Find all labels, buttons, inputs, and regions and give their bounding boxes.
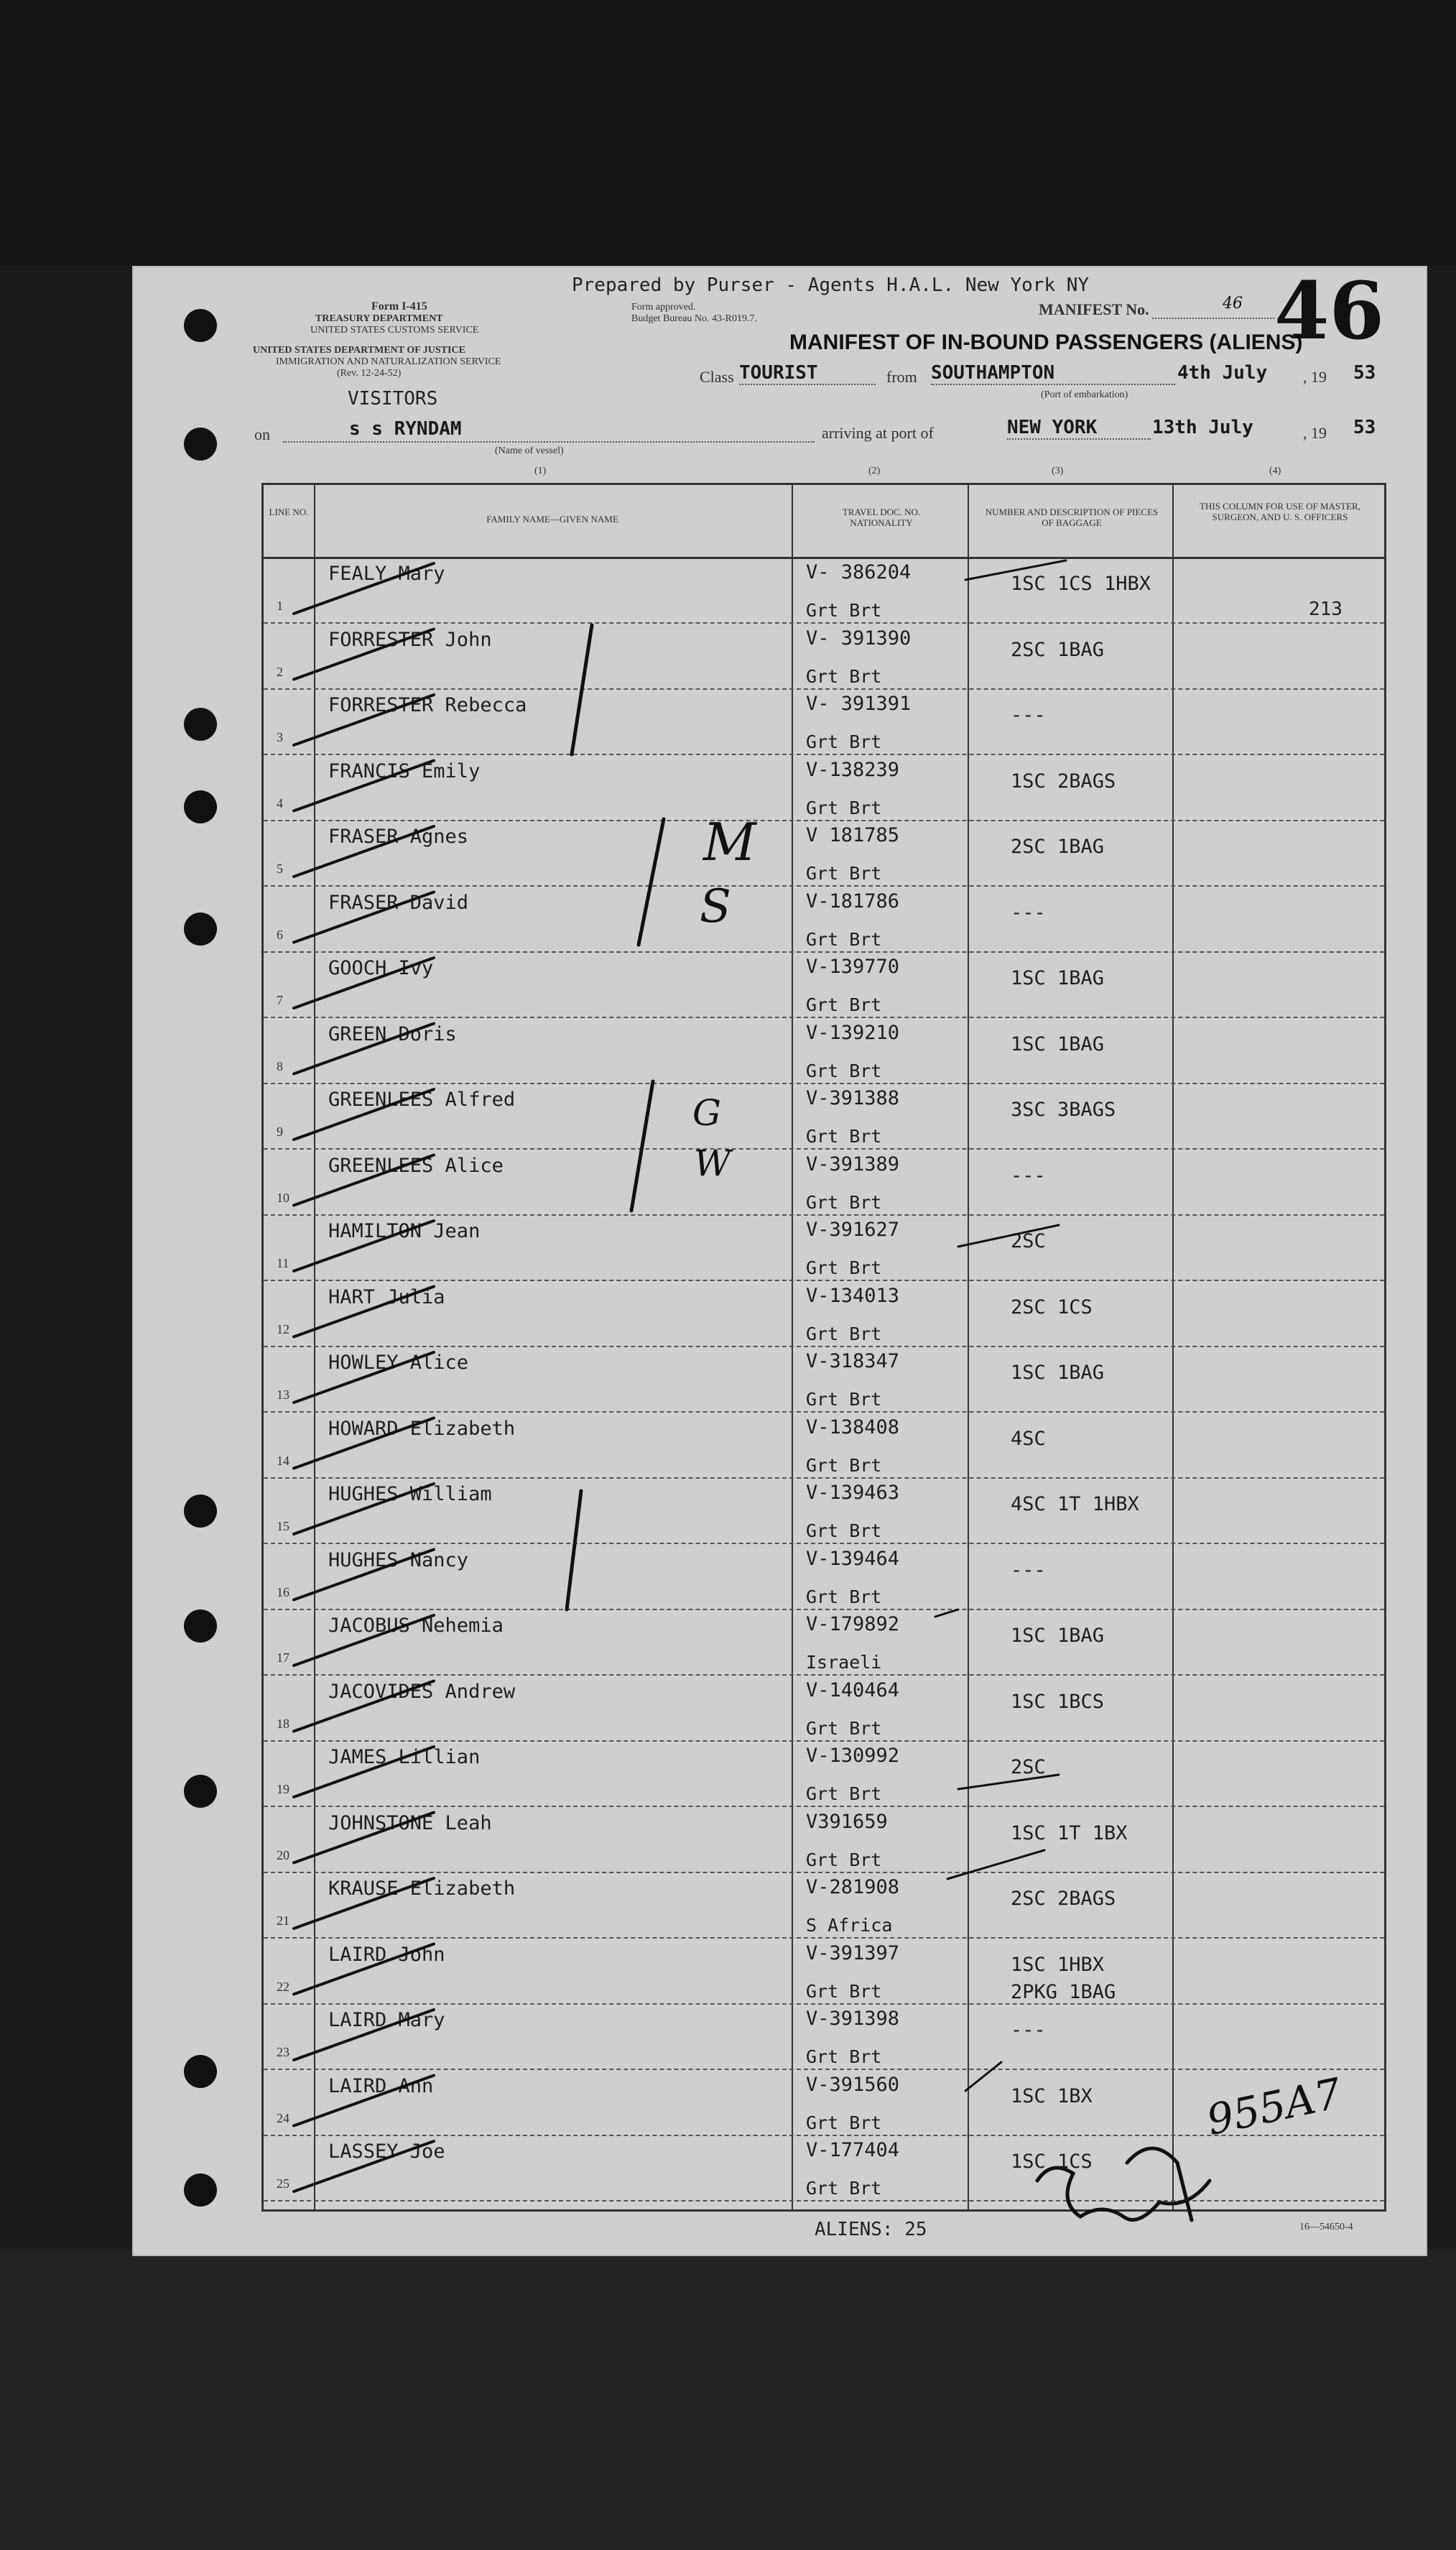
nationality: Grt Brt: [806, 863, 882, 884]
baggage: 1SC 1CS: [1011, 2151, 1093, 2173]
baggage: 2SC 1CS: [1011, 1295, 1093, 1318]
manifest-no-handwritten: 46: [1223, 295, 1243, 313]
line-number: 17: [277, 1650, 289, 1665]
nationality: S Africa: [806, 1915, 893, 1936]
scan-background-top: [0, 0, 1456, 266]
from-label: from: [886, 368, 917, 386]
nationality: Grt Brt: [806, 1783, 882, 1804]
aliens-count: ALIENS: 25: [815, 2219, 927, 2240]
nationality: Grt Brt: [806, 2046, 882, 2067]
passenger-name: LASSEY Joe: [328, 2140, 445, 2163]
class-value: TOURIST: [739, 362, 876, 385]
travel-doc-number: V-139210: [806, 1021, 900, 1044]
nationality: Grt Brt: [806, 1257, 882, 1278]
baggage: 1SC 1CS 1HBX: [1011, 573, 1151, 595]
travel-doc-number: V-179892: [806, 1613, 900, 1635]
port-of-embarkation: SOUTHAMPTON: [931, 362, 1175, 385]
check-slash: [294, 1221, 434, 1271]
port-embark-caption: (Port of embarkation): [1041, 389, 1128, 400]
customs-service: UNITED STATES CUSTOMS SERVICE: [310, 325, 479, 336]
travel-doc-number: V-391398: [806, 2008, 900, 2030]
travel-doc-number: V-139770: [806, 956, 900, 978]
form-approved: Form approved.: [631, 302, 696, 313]
baggage: 4SC: [1011, 1427, 1046, 1450]
baggage: 1SC 1BAG: [1011, 1362, 1105, 1384]
line-number: 22: [277, 1979, 289, 1994]
check-slash: [294, 1024, 434, 1074]
check-slash: [294, 2141, 434, 2191]
nationality: Grt Brt: [806, 1586, 882, 1607]
line-number: 6: [277, 927, 283, 942]
baggage-extra: 2PKG 1BAG: [1011, 1980, 1116, 2003]
line-number: 8: [277, 1058, 283, 1073]
travel-doc-number: V-138239: [806, 758, 900, 781]
check-slash: [294, 1747, 434, 1797]
passenger-name: FEALY Mary: [328, 563, 445, 585]
nationality: Grt Brt: [806, 1980, 882, 2002]
baggage: ---: [1011, 901, 1046, 924]
annotation-s: S: [700, 880, 731, 933]
header-baggage: NUMBER AND DESCRIPTION OF PIECES OF BAGGAGE: [985, 507, 1159, 528]
line-number: 20: [277, 1847, 289, 1862]
line-number: 16: [277, 1584, 289, 1599]
passenger-name: HUGHES Nancy: [328, 1548, 469, 1571]
travel-doc-number: V-139464: [806, 1547, 900, 1570]
line-number: 4: [277, 795, 283, 810]
travel-doc-number: V-391388: [806, 1087, 900, 1109]
handwritten-number: 955A7: [1202, 2069, 1346, 2145]
check-slash: [294, 1813, 434, 1863]
check-slash: [294, 761, 434, 811]
arrival-date: 13th July: [1152, 417, 1253, 438]
header-travel-doc: TRAVEL DOC. NO. NATIONALITY: [842, 507, 921, 528]
col-number-4: (4): [1269, 466, 1281, 476]
travel-doc-number: V-391397: [806, 1941, 900, 1964]
check-slash: [294, 563, 434, 614]
arrival-year: 53: [1353, 417, 1376, 438]
travel-doc-number: V- 386204: [806, 561, 912, 583]
baggage: 1SC 1BAG: [1011, 1625, 1105, 1647]
passenger-name: FRASER David: [328, 891, 469, 914]
ins: IMMIGRATION AND NATURALIZATION SERVICE: [276, 356, 501, 367]
year-prefix: , 19: [1303, 368, 1327, 386]
nationality: Israeli: [806, 1652, 882, 1673]
check-slash: [294, 1681, 434, 1732]
check-slash: [294, 1484, 434, 1534]
arrival-year-prefix: , 19: [1303, 424, 1327, 442]
line-number: 13: [277, 1387, 289, 1402]
annotation-m: M: [703, 812, 756, 872]
nationality: Grt Brt: [806, 797, 882, 818]
line-number: 15: [277, 1519, 289, 1533]
nationality: Grt Brt: [806, 1191, 882, 1213]
baggage: 1SC 1HBX: [1011, 1953, 1105, 1976]
passenger-name: JAMES Lillian: [328, 1746, 481, 1768]
line-number: 25: [277, 2176, 289, 2191]
nationality: Grt Brt: [806, 2178, 882, 2199]
baggage: 1SC 1BCS: [1011, 1690, 1105, 1713]
check-slash: [294, 1089, 434, 1140]
check-slash: [294, 892, 434, 943]
line-number: 11: [277, 1256, 289, 1270]
line-number: 23: [277, 2045, 289, 2059]
pen-strokes: [132, 266, 1427, 2256]
travel-doc-number: V-139463: [806, 1482, 900, 1504]
baggage: ---: [1011, 1558, 1046, 1581]
passenger-name: KRAUSE Elizabeth: [328, 1877, 516, 1900]
nationality: Grt Brt: [806, 2112, 882, 2133]
line-number: 21: [277, 1913, 289, 1928]
baggage: ---: [1011, 2019, 1046, 2041]
passenger-name: GREENLEES Alice: [328, 1154, 504, 1177]
manifest-title: MANIFEST OF IN-BOUND PASSENGERS (ALIENS): [789, 331, 1303, 354]
travel-doc-number: V-181786: [806, 890, 900, 913]
nationality: Grt Brt: [806, 1323, 882, 1344]
passenger-name: HAMILTON Jean: [328, 1220, 481, 1242]
baggage: 2SC 2BAGS: [1011, 1888, 1116, 1910]
dept-treasury: TREASURY DEPARTMENT: [315, 313, 443, 324]
check-slash: [294, 826, 434, 877]
line-number: 10: [277, 1190, 289, 1205]
annotation-g: G: [692, 1092, 721, 1134]
header-officers: THIS COLUMN FOR USE OF MASTER, SURGEON, AND U. S. OFFICERS: [1200, 501, 1360, 522]
travel-doc-number: V-391389: [806, 1152, 900, 1175]
form-rev: (Rev. 12-24-52): [337, 368, 402, 379]
line-number: 19: [277, 1782, 289, 1796]
check-slash: [294, 1418, 434, 1469]
manifest-number-stamp: 46: [1274, 264, 1385, 357]
line-number: 1: [277, 599, 283, 613]
passenger-name: GREENLEES Alfred: [328, 1089, 516, 1111]
arrival-port: NEW YORK: [1007, 417, 1151, 440]
passenger-name: JACOVIDES Andrew: [328, 1680, 516, 1703]
nationality: Grt Brt: [806, 1717, 882, 1739]
passenger-name: HOWARD Elizabeth: [328, 1417, 516, 1440]
check-slash: [294, 1352, 434, 1403]
baggage: 3SC 3BAGS: [1011, 1099, 1116, 1121]
passenger-name: LAIRD Ann: [328, 2074, 434, 2097]
vessel-name: s s RYNDAM: [349, 418, 462, 440]
check-slash: [294, 1287, 434, 1337]
passenger-name: LAIRD Mary: [328, 2009, 445, 2031]
baggage: 2SC 1BAG: [1011, 638, 1105, 661]
baggage: 2SC: [1011, 1756, 1046, 1778]
nationality: Grt Brt: [806, 731, 882, 752]
passenger-name: HART Julia: [328, 1285, 445, 1308]
prepared-by: Prepared by Purser - Agents H.A.L. New York NY: [572, 274, 1090, 296]
nationality: Grt Brt: [806, 928, 882, 950]
passenger-name: FRASER Agnes: [328, 826, 469, 848]
baggage: 1SC 2BAGS: [1011, 770, 1116, 793]
visitors-label: VISITORS: [348, 388, 438, 410]
baggage: 1SC 1T 1BX: [1011, 1821, 1128, 1844]
nationality: Grt Brt: [806, 1454, 882, 1476]
travel-doc-number: V-391627: [806, 1219, 900, 1241]
line-number: 5: [277, 861, 283, 876]
passenger-name: GREEN Doris: [328, 1022, 457, 1045]
manifest-label: MANIFEST No.: [1039, 300, 1149, 318]
check-slash: [294, 1615, 434, 1666]
nationality: Grt Brt: [806, 1060, 882, 1081]
vessel-caption: (Name of vessel): [495, 445, 564, 456]
passenger-name: FORRESTER John: [328, 628, 492, 651]
baggage: 2SC 1BAG: [1011, 836, 1105, 858]
travel-doc-number: V-281908: [806, 1876, 900, 1898]
passenger-name: JACOBUS Nehemia: [328, 1614, 504, 1637]
nationality: Grt Brt: [806, 1389, 882, 1410]
baggage: ---: [1011, 704, 1046, 726]
line-number: 7: [277, 993, 283, 1007]
dept-justice: UNITED STATES DEPARTMENT OF JUSTICE: [253, 345, 465, 356]
passenger-name: GOOCH Ivy: [328, 957, 434, 979]
line-number: 9: [277, 1124, 283, 1139]
on-label: on: [254, 425, 270, 443]
form-code: 16—54650-4: [1299, 2222, 1353, 2232]
passenger-name: HOWLEY Alice: [328, 1352, 469, 1374]
nationality: Grt Brt: [806, 1520, 882, 1541]
passenger-name: FORRESTER Rebecca: [328, 694, 527, 716]
travel-doc-number: V 181785: [806, 824, 900, 846]
passenger-name: JOHNSTONE Leah: [328, 1811, 492, 1834]
travel-doc-number: V-130992: [806, 1745, 900, 1767]
check-slash: [294, 629, 434, 680]
nationality: Grt Brt: [806, 665, 882, 687]
nationality: Grt Brt: [806, 600, 882, 621]
line-number: 12: [277, 1321, 289, 1336]
line-number: 18: [277, 1716, 289, 1731]
departure-year: 53: [1353, 362, 1376, 384]
travel-doc-number: V-177404: [806, 2139, 900, 2161]
passenger-name: FRANCIS Emily: [328, 759, 481, 782]
budget-bureau: Budget Bureau No. 43-R019.7.: [631, 313, 757, 324]
passenger-name: LAIRD John: [328, 1943, 445, 1966]
check-slash: [294, 1155, 434, 1206]
check-slash: [294, 958, 434, 1008]
check-slash: [294, 1944, 434, 1995]
travel-doc-number: V- 391390: [806, 627, 912, 650]
travel-doc-number: V-138408: [806, 1415, 900, 1438]
annotation-w: W: [694, 1142, 731, 1184]
header-name: FAMILY NAME—GIVEN NAME: [486, 514, 618, 525]
col-number-1: (1): [534, 466, 547, 476]
travel-doc-number: V- 391391: [806, 693, 912, 715]
travel-doc-number: V-391560: [806, 2073, 900, 2096]
check-slash: [294, 2076, 434, 2126]
departure-date: 4th July: [1177, 362, 1268, 384]
baggage: 1SC 1BX: [1011, 2084, 1093, 2107]
col-number-3: (3): [1052, 466, 1064, 476]
line-number: 2: [277, 664, 283, 679]
travel-doc-number: V-140464: [806, 1678, 900, 1701]
baggage: 2SC: [1011, 1230, 1046, 1252]
manifest-page: [132, 266, 1427, 2256]
class-label: Class: [700, 368, 734, 386]
passenger-name: HUGHES William: [328, 1483, 492, 1505]
header-line-no: LINE NO.: [269, 507, 309, 517]
check-slash: [294, 1878, 434, 1928]
line-number: 3: [277, 730, 283, 744]
baggage: 1SC 1BAG: [1011, 1033, 1105, 1055]
baggage: ---: [1011, 1164, 1046, 1187]
baggage: 4SC 1T 1HBX: [1011, 1493, 1139, 1515]
officer-note: 213: [1309, 599, 1343, 620]
check-slash: [294, 695, 434, 745]
arriving-label: arriving at port of: [822, 424, 934, 442]
travel-doc-number: V391659: [806, 1810, 888, 1833]
baggage: 1SC 1BAG: [1011, 967, 1105, 989]
travel-doc-number: V-134013: [806, 1284, 900, 1307]
check-slash: [294, 2010, 434, 2060]
form-number: Form I-415: [371, 300, 427, 313]
nationality: Grt Brt: [806, 994, 882, 1015]
col-number-2: (2): [868, 466, 881, 476]
scan-background-bottom: [0, 2249, 1456, 2550]
nationality: Grt Brt: [806, 1126, 882, 1147]
line-number: 14: [277, 1453, 289, 1468]
line-number: 24: [277, 2110, 289, 2125]
check-slash: [294, 1550, 434, 1600]
travel-doc-number: V-318347: [806, 1350, 900, 1372]
nationality: Grt Brt: [806, 1849, 882, 1870]
